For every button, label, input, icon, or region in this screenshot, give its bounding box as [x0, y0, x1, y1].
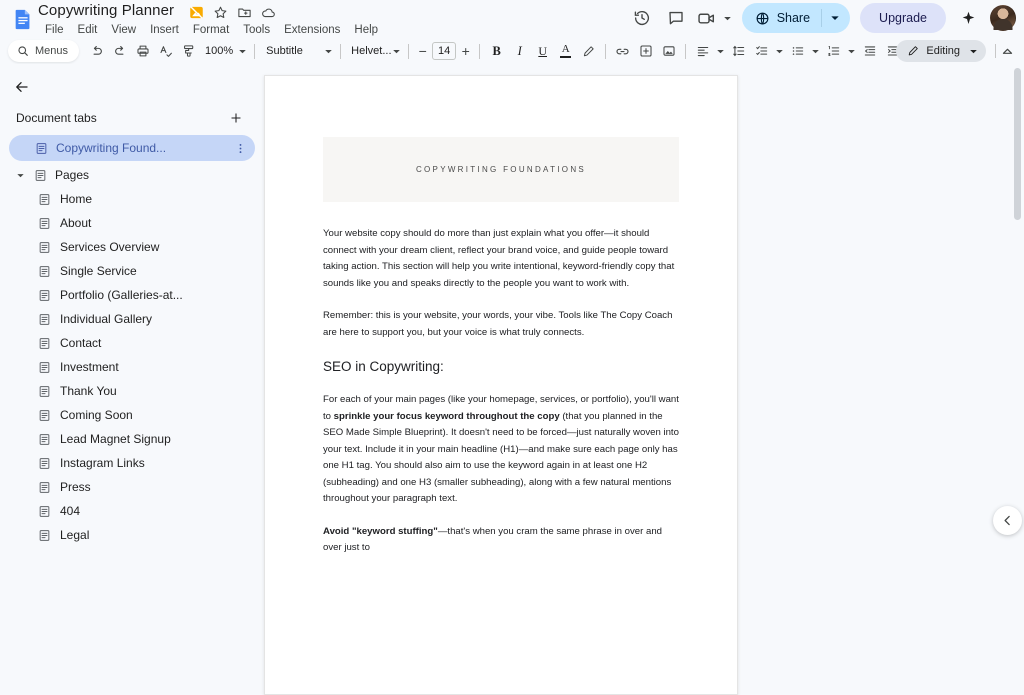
google-docs-icon[interactable] [11, 7, 35, 31]
document-icon [38, 529, 51, 542]
search-icon [17, 45, 29, 57]
collapse-panel-chevron-left-icon[interactable] [993, 506, 1022, 535]
plus-icon[interactable] [226, 108, 246, 128]
document-icon [34, 169, 47, 182]
sidebar-page-item[interactable] [0, 283, 264, 307]
document-icon [38, 313, 51, 326]
paragraph-4-emphasis: Avoid "keyword stuffing" [323, 525, 438, 537]
text-color-swatch [560, 56, 571, 58]
underline-button[interactable] [531, 40, 554, 63]
align-chevron-down-icon[interactable] [714, 40, 727, 63]
scrollbar-thumb[interactable] [1014, 68, 1021, 220]
meet-options-chevron-down-icon[interactable] [722, 2, 734, 34]
document-icon [38, 217, 51, 230]
sidebar-page-item[interactable] [0, 307, 264, 331]
toolbar-divider-3 [408, 44, 409, 59]
sidebar-page-item[interactable] [0, 355, 264, 379]
text-color-label: A [561, 42, 570, 55]
document-icon [38, 481, 51, 494]
sidebar-page-item[interactable] [0, 259, 264, 283]
sidebar-page-label: Coming Soon [60, 408, 133, 422]
insert-link-icon[interactable] [611, 40, 634, 63]
document-icon [38, 289, 51, 302]
spellcheck-icon[interactable] [154, 40, 177, 63]
font-size-decrease-button[interactable]: − [418, 43, 427, 59]
document-icon [38, 457, 51, 470]
toolbar-divider-5 [605, 44, 606, 59]
video-camera-icon[interactable] [694, 2, 720, 34]
editing-label: Editing [926, 45, 960, 57]
document-title[interactable]: Copywriting Planner [38, 2, 175, 19]
document-tabs-header [0, 104, 264, 132]
share-chevron-down-icon[interactable] [822, 3, 848, 33]
banner-title: COPYWRITING FOUNDATIONS [415, 165, 587, 174]
menu-extensions[interactable]: Extensions [284, 24, 341, 37]
sidebar-back-row [0, 72, 264, 102]
document-icon [38, 193, 51, 206]
sidebar-page-label: 404 [60, 504, 81, 518]
title-icon-group [189, 5, 276, 20]
share-button[interactable] [742, 3, 850, 33]
sidebar-page-item[interactable] [0, 451, 264, 475]
sidebar-page-item[interactable] [0, 523, 264, 547]
underline-label: U [538, 43, 547, 58]
menu-view[interactable]: View [111, 24, 137, 37]
sidebar-page-label: Single Service [60, 264, 137, 278]
paragraph-3-lead: For each of your main pages (like your homepage, services, or portfolio), you'll want to [323, 394, 679, 422]
comment-icon[interactable] [660, 2, 692, 34]
checklist-chevron-down-icon[interactable] [773, 40, 786, 63]
italic-label: I [517, 43, 522, 58]
document-icon [38, 409, 51, 422]
numbered-list-chevron-down-icon[interactable] [845, 40, 858, 63]
document-icon [38, 337, 51, 350]
redo-icon[interactable] [108, 40, 131, 63]
sidebar-group-pages[interactable] [0, 163, 264, 187]
highlight-pen-icon[interactable] [577, 40, 600, 63]
paint-format-icon[interactable] [177, 40, 200, 63]
sidebar-page-item[interactable] [0, 403, 264, 427]
add-comment-icon[interactable] [634, 40, 657, 63]
avatar[interactable] [990, 5, 1016, 31]
formatting-toolbar [0, 38, 1024, 64]
toolbar-divider-1 [254, 44, 255, 59]
toolbar-divider-2 [340, 44, 341, 59]
paragraph-4 [323, 524, 679, 557]
bulleted-list-chevron-down-icon[interactable] [809, 40, 822, 63]
insert-image-icon[interactable] [657, 40, 680, 63]
sidebar-page-item[interactable] [0, 379, 264, 403]
paragraph-3-tail: (that you planned in the SEO Made Simple Blueprint). It doesn't need to be forced—just naturally woven into your text. Include it in your main headline (H1)—and make sure each page only has one H1 tag. You should also aim to use the keyword again in at least one H2 (subheading) and one H3 (smaller subheading), along with a few natural mentions throughout your paragraph text. [323, 410, 679, 504]
sidebar-page-item[interactable] [0, 427, 264, 451]
paragraph-2: Remember: this is your website, your words, your vibe. Tools like The Copy Coach are here to support you, but your voice is what truly connects. [323, 310, 673, 338]
version-history-icon[interactable] [626, 2, 658, 34]
sidebar-tab-copywriting-foundations[interactable] [9, 135, 255, 161]
sidebar-page-label: Instagram Links [60, 456, 145, 470]
sidebar-page-item[interactable] [0, 187, 264, 211]
document-icon [38, 385, 51, 398]
share-label: Share [776, 11, 811, 25]
sidebar-bottom-edge [0, 520, 264, 521]
upgrade-label: Upgrade [879, 11, 927, 25]
sidebar-page-label: Thank You [60, 384, 117, 398]
sidebar-page-label: Individual Gallery [60, 312, 153, 326]
app-body [0, 64, 1024, 553]
menu-tools[interactable]: Tools [243, 24, 271, 37]
paragraph-style-value[interactable]: Subtitle [266, 45, 303, 57]
header-actions [626, 2, 1016, 34]
editing-chevron-down-icon[interactable] [967, 40, 980, 63]
paragraph-1: Your website copy should do more than just explain what you offer—it should connect with your dream client, reflect your brand voice, and guide people toward taking action. This section will help you write intentional, keyword-friendly copy that sounds like you and speaks directly to the people you want to work with. [323, 228, 675, 289]
menus-search-button[interactable] [8, 40, 79, 62]
upgrade-button[interactable] [860, 3, 946, 33]
sidebar-pages-list [0, 187, 264, 547]
document-body [323, 226, 679, 573]
sparkle-icon[interactable] [954, 3, 982, 33]
more-vertical-icon[interactable] [231, 139, 249, 157]
heading-seo-in-copywriting: SEO in Copywriting: [323, 359, 444, 374]
bold-button[interactable] [485, 40, 508, 63]
paragraph-3 [323, 392, 679, 508]
share-button-main[interactable] [742, 3, 821, 33]
sidebar-page-label: Home [60, 192, 93, 206]
menu-file[interactable]: File [45, 24, 64, 37]
numbered-list-icon[interactable] [822, 40, 845, 63]
sidebar-tab-label: Copywriting Found... [56, 141, 167, 155]
document-canvas[interactable] [264, 64, 1024, 553]
sidebar-page-label: Press [60, 480, 91, 494]
document-icon [38, 361, 51, 374]
document-icon [38, 241, 51, 254]
image-badge-icon[interactable] [189, 5, 204, 20]
font-size-stepper [414, 41, 474, 61]
collapse-toolbar-chevron-up-icon[interactable] [996, 40, 1018, 62]
toolbar-divider-4 [479, 44, 480, 59]
star-icon[interactable] [213, 5, 228, 20]
title-block [34, 2, 385, 39]
move-to-folder-icon[interactable] [237, 5, 252, 20]
bulleted-list-icon[interactable] [786, 40, 809, 63]
vertical-scrollbar[interactable] [1011, 64, 1024, 521]
font-size-increase-button[interactable]: + [461, 43, 470, 59]
sidebar-page-label: Investment [60, 360, 119, 374]
toolbar-divider-6 [685, 44, 686, 59]
document-icon [35, 142, 48, 155]
sidebar-page-label: Legal [60, 528, 90, 542]
editing-mode-button[interactable] [896, 40, 986, 62]
sidebar-page-label: Portfolio (Galleries-at... [60, 288, 183, 302]
document-icon [38, 505, 51, 518]
italic-button[interactable] [508, 40, 531, 63]
menu-help[interactable]: Help [354, 24, 379, 37]
menu-edit[interactable]: Edit [77, 24, 98, 37]
document-tabs-label: Document tabs [16, 111, 97, 125]
menu-bar [34, 21, 385, 39]
paragraph-3-emphasis: sprinkle your focus keyword throughout the copy [333, 410, 560, 422]
globe-icon [755, 11, 770, 26]
sidebar-group-label: Pages [55, 168, 90, 182]
document-page[interactable] [264, 75, 738, 695]
sidebar-page-label: About [60, 216, 92, 230]
text-color-button[interactable] [554, 40, 577, 63]
align-left-icon[interactable] [691, 40, 714, 63]
zoom-level[interactable]: 100% [205, 45, 234, 57]
paragraph-style-chevron-down-icon[interactable] [322, 40, 335, 63]
checklist-icon[interactable] [750, 40, 773, 63]
cloud-saved-icon[interactable] [261, 5, 276, 20]
font-family-chevron-down-icon[interactable] [390, 40, 403, 63]
document-icon [38, 433, 51, 446]
menu-format[interactable]: Format [192, 24, 230, 37]
zoom-chevron-down-icon[interactable] [236, 40, 249, 63]
menu-insert[interactable]: Insert [150, 24, 179, 37]
menus-label: Menus [35, 45, 69, 57]
font-size-input[interactable]: 14 [432, 42, 456, 60]
app-header [0, 0, 1024, 38]
document-tabs-sidebar [0, 64, 264, 542]
decrease-indent-icon[interactable] [858, 40, 881, 63]
sidebar-page-item[interactable] [0, 331, 264, 355]
pencil-icon [907, 45, 919, 57]
bold-label: B [492, 43, 501, 58]
document-icon [38, 265, 51, 278]
triangle-down-icon[interactable] [14, 169, 26, 181]
font-family-value[interactable]: Helvet... [351, 45, 392, 57]
arrow-back-icon[interactable] [11, 76, 33, 98]
sidebar-page-item[interactable] [0, 235, 264, 259]
paragraph-4-tail: —that's when you cram the same phrase in over and over just to [323, 525, 663, 553]
sidebar-page-label: Contact [60, 336, 102, 350]
sidebar-page-label: Services Overview [60, 240, 160, 254]
undo-icon[interactable] [85, 40, 108, 63]
sidebar-page-item[interactable] [0, 475, 264, 499]
print-icon[interactable] [131, 40, 154, 63]
line-spacing-icon[interactable] [727, 40, 750, 63]
sidebar-page-item[interactable] [0, 211, 264, 235]
sidebar-page-label: Lead Magnet Signup [60, 432, 171, 446]
document-banner [323, 137, 679, 202]
